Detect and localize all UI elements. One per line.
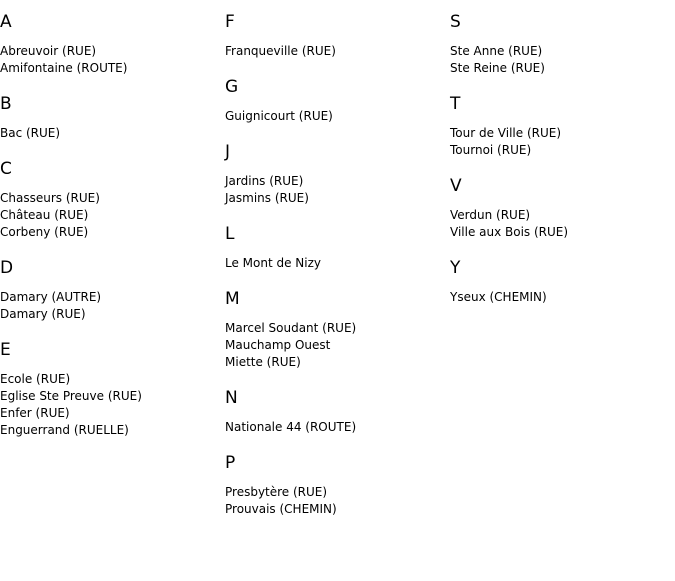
letter-group-j <box>225 142 450 207</box>
street-list <box>450 43 675 77</box>
street-link[interactable]: Verdun (RUE) <box>450 208 531 222</box>
letter-group-b <box>0 94 225 142</box>
letter-group-g <box>225 77 450 125</box>
letter-group-l <box>225 224 450 272</box>
street-list <box>225 108 450 125</box>
street-list <box>225 320 450 371</box>
street-link[interactable]: Eglise Ste Preuve (RUE) <box>0 389 142 403</box>
letter-group-c <box>0 159 225 241</box>
letter-heading: T <box>450 94 461 114</box>
letter-group-e <box>0 340 225 439</box>
street-column <box>225 12 450 535</box>
street-link[interactable]: Guignicourt (RUE) <box>225 109 333 123</box>
street-list <box>225 484 450 518</box>
street-link[interactable]: Jasmins (RUE) <box>225 191 309 205</box>
street-list <box>225 43 450 60</box>
street-link[interactable]: Marcel Soudant (RUE) <box>225 321 357 335</box>
street-list <box>0 125 225 142</box>
street-list <box>0 371 225 439</box>
letter-group-a <box>0 12 225 77</box>
letter-heading: C <box>0 159 12 179</box>
letter-heading: D <box>0 258 14 278</box>
letter-heading: B <box>0 94 12 114</box>
letter-group-y <box>450 258 675 306</box>
letter-heading: L <box>225 224 235 244</box>
letter-heading: S <box>450 12 461 32</box>
street-link[interactable]: Tournoi (RUE) <box>450 143 532 157</box>
street-link[interactable]: Ville aux Bois (RUE) <box>450 225 569 239</box>
letter-heading: F <box>225 12 235 32</box>
street-link[interactable]: Ecole (RUE) <box>0 372 71 386</box>
letter-group-p <box>225 453 450 518</box>
letter-group-d <box>0 258 225 323</box>
street-link[interactable]: Nationale 44 (ROUTE) <box>225 420 357 434</box>
street-list <box>225 173 450 207</box>
street-link[interactable]: Le Mont de Nizy <box>225 256 322 270</box>
street-link[interactable]: Mauchamp Ouest <box>225 338 331 352</box>
street-list <box>225 255 450 272</box>
street-link[interactable]: Enguerrand (RUELLE) <box>0 423 129 437</box>
letter-heading: J <box>225 142 231 162</box>
letter-heading: E <box>0 340 11 360</box>
letter-heading: N <box>225 388 238 408</box>
street-link[interactable]: Prouvais (CHEMIN) <box>225 502 337 516</box>
letter-group-t <box>450 94 675 159</box>
street-list <box>0 289 225 323</box>
street-link[interactable]: Corbeny (RUE) <box>0 225 89 239</box>
letter-heading: Y <box>450 258 461 278</box>
street-link[interactable]: Damary (RUE) <box>0 307 86 321</box>
street-link[interactable]: Ste Reine (RUE) <box>450 61 545 75</box>
street-link[interactable]: Jardins (RUE) <box>225 174 304 188</box>
letter-group-m <box>225 289 450 371</box>
street-column <box>450 12 675 323</box>
street-link[interactable]: Ste Anne (RUE) <box>450 44 543 58</box>
street-list <box>0 43 225 77</box>
street-link[interactable]: Tour de Ville (RUE) <box>450 126 562 140</box>
street-list <box>225 419 450 436</box>
street-link[interactable]: Bac (RUE) <box>0 126 61 140</box>
street-list <box>0 190 225 241</box>
street-list <box>450 207 675 241</box>
letter-heading: P <box>225 453 236 473</box>
letter-group-f <box>225 12 450 60</box>
letter-heading: V <box>450 176 462 196</box>
street-link[interactable]: Château (RUE) <box>0 208 89 222</box>
street-link[interactable]: Enfer (RUE) <box>0 406 70 420</box>
street-link[interactable]: Yseux (CHEMIN) <box>450 290 547 304</box>
street-link[interactable]: Abreuvoir (RUE) <box>0 44 97 58</box>
letter-heading: M <box>225 289 240 309</box>
street-list <box>450 125 675 159</box>
street-column <box>0 12 225 456</box>
street-link[interactable]: Miette (RUE) <box>225 355 301 369</box>
street-link[interactable]: Presbytère (RUE) <box>225 485 328 499</box>
street-list <box>450 289 675 306</box>
street-link[interactable]: Franqueville (RUE) <box>225 44 336 58</box>
street-link[interactable]: Damary (AUTRE) <box>0 290 102 304</box>
letter-group-v <box>450 176 675 241</box>
letter-group-n <box>225 388 450 436</box>
street-link[interactable]: Amifontaine (ROUTE) <box>0 61 128 75</box>
letter-heading: A <box>0 12 12 32</box>
street-link[interactable]: Chasseurs (RUE) <box>0 191 100 205</box>
letter-heading: G <box>225 77 239 97</box>
letter-group-s <box>450 12 675 77</box>
